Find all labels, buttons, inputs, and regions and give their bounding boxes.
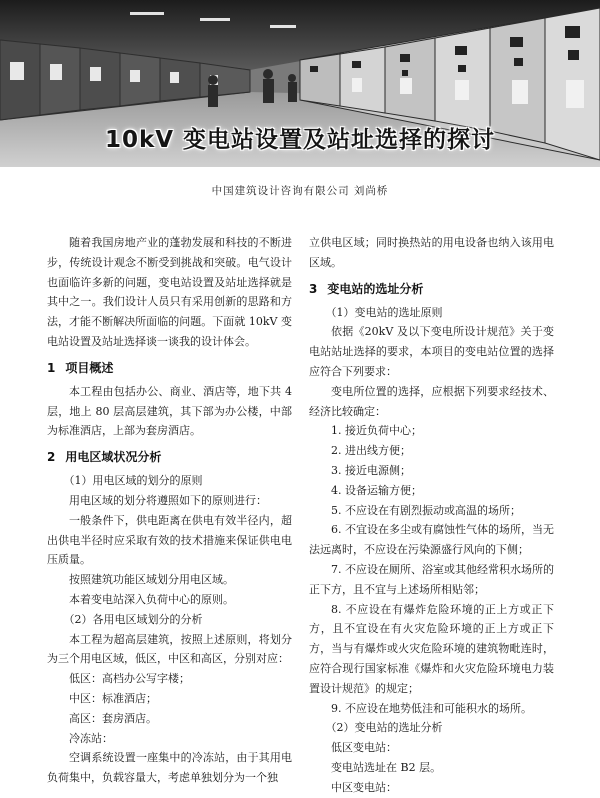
section-3-paragraph: 依据《20kV 及以下变电所设计规范》关于变电站站址选择的要求，本项目的变电站位置的选择应符合下列要求：	[309, 325, 554, 378]
section-2-paragraph: 空调系统设置一座集中的冷冻站，由于其用电负荷集中，负载容量大，考虑单独划分为一个独	[47, 751, 292, 785]
intro-paragraph: 随着我国房地产业的蓬勃发展和科技的不断进步，传统设计观念不断受到挑战和突破。电气设计也面临许多新的问题，变电站设置及站址选择就是其中之一。我们设计人员只有采用创新的思路和方法，才能不断解决所面临的问题。下面就 10kV 变电站设置及站址选择谈一谈我的设计体会。	[47, 236, 292, 348]
section-2-paragraph: 按照建筑功能区域划分用电区域。	[69, 573, 234, 587]
section-2-number: 2	[47, 450, 56, 465]
section-3-paragraph: 变电所位置的选择，应根据下列要求经技术、经济比较确定：	[309, 384, 554, 418]
section-3-subheading-2: （2）变电站的选址分析	[325, 721, 443, 735]
section-3-subheading-1: （1）变电站的选址原则	[325, 305, 443, 319]
zone-mid: 中区：标准酒店；	[69, 691, 157, 705]
right-column	[309, 233, 554, 798]
requirement-item: 8. 不应设在有爆炸危险环境的正上方或正下方，且不宜设在有火灾危险环境的正上方或正下方，当与有爆炸或火灾危险环境的建筑物毗连时，应符合现行国家标准《爆炸和火灾危险环境电力装置设计规范》的规定；	[309, 602, 554, 695]
section-2-paragraph: 本着变电站深入负荷中心的原则。	[69, 592, 234, 606]
author-line: 中国建筑设计咨询有限公司 刘尚桥	[211, 185, 389, 197]
section-2-paragraph: 用电区域的划分将遵照如下的原则进行：	[69, 493, 267, 507]
low-zone-substation-label: 低区变电站：	[331, 741, 397, 755]
article-title: 10kV 变电站设置及站址选择的探讨	[104, 127, 496, 153]
section-1-paragraph: 本工程由包括办公、商业、酒店等，地下共 4 层，地上 80 层高层建筑，其下部为办公楼，中部为标准酒店，上部为套房酒店。	[47, 384, 292, 438]
low-zone-substation-text: 变电站选址在 B2 层。	[331, 760, 442, 774]
continued-paragraph: 立供电区域；同时换热站的用电设备也纳入该用电区域。	[309, 236, 554, 269]
requirement-item: 9. 不应设在地势低洼和可能积水的场所。	[331, 701, 532, 715]
requirement-item: 1. 接近负荷中心；	[331, 424, 422, 438]
section-2-subheading-1: （1）用电区域的划分的原则	[63, 474, 203, 488]
requirement-item: 4. 设备运输方便；	[331, 483, 422, 497]
chiller-station-label: 冷冻站：	[69, 731, 113, 745]
section-2-paragraph: 本工程为超高层建筑，按照上述原则，将划分为三个用电区域，低区，中区和高区，分别对应：	[47, 632, 292, 666]
section-2-subheading-2: （2）各用电区域划分的分析	[63, 612, 203, 626]
section-1-heading	[47, 360, 292, 376]
zone-low: 低区：高档办公写字楼；	[69, 672, 190, 686]
requirement-item: 5. 不应设在有剧烈振动或高温的场所；	[331, 503, 521, 517]
section-1-number: 1	[47, 360, 56, 375]
mid-zone-substation-label: 中区变电站：	[331, 780, 397, 794]
requirement-item: 3. 接近电源侧；	[331, 463, 411, 477]
section-2-heading	[47, 449, 292, 465]
section-3-number: 3	[309, 281, 318, 296]
section-2-title: 用电区域状况分析	[65, 450, 162, 465]
section-1-title: 项目概述	[65, 360, 114, 375]
left-column	[47, 233, 292, 788]
requirement-item: 7. 不应设在厕所、浴室或其他经常积水场所的正下方，且不宜与上述场所相贴邻；	[309, 562, 554, 596]
section-3-title: 变电站的选址分析	[327, 281, 424, 296]
zone-high: 高区：套房酒店。	[69, 711, 157, 725]
section-3-heading	[309, 281, 554, 297]
requirement-item: 6. 不宜设在多尘或有腐蚀性气体的场所，当无法远离时，不应设在污染源盛行风向的下侧；	[309, 523, 554, 557]
section-2-paragraph: 一般条件下，供电距离在供电有效半径内，超出供电半径时应采取有效的技术措施来保证供电电压质量。	[47, 513, 292, 567]
requirement-item: 2. 进出线方便；	[331, 444, 411, 458]
